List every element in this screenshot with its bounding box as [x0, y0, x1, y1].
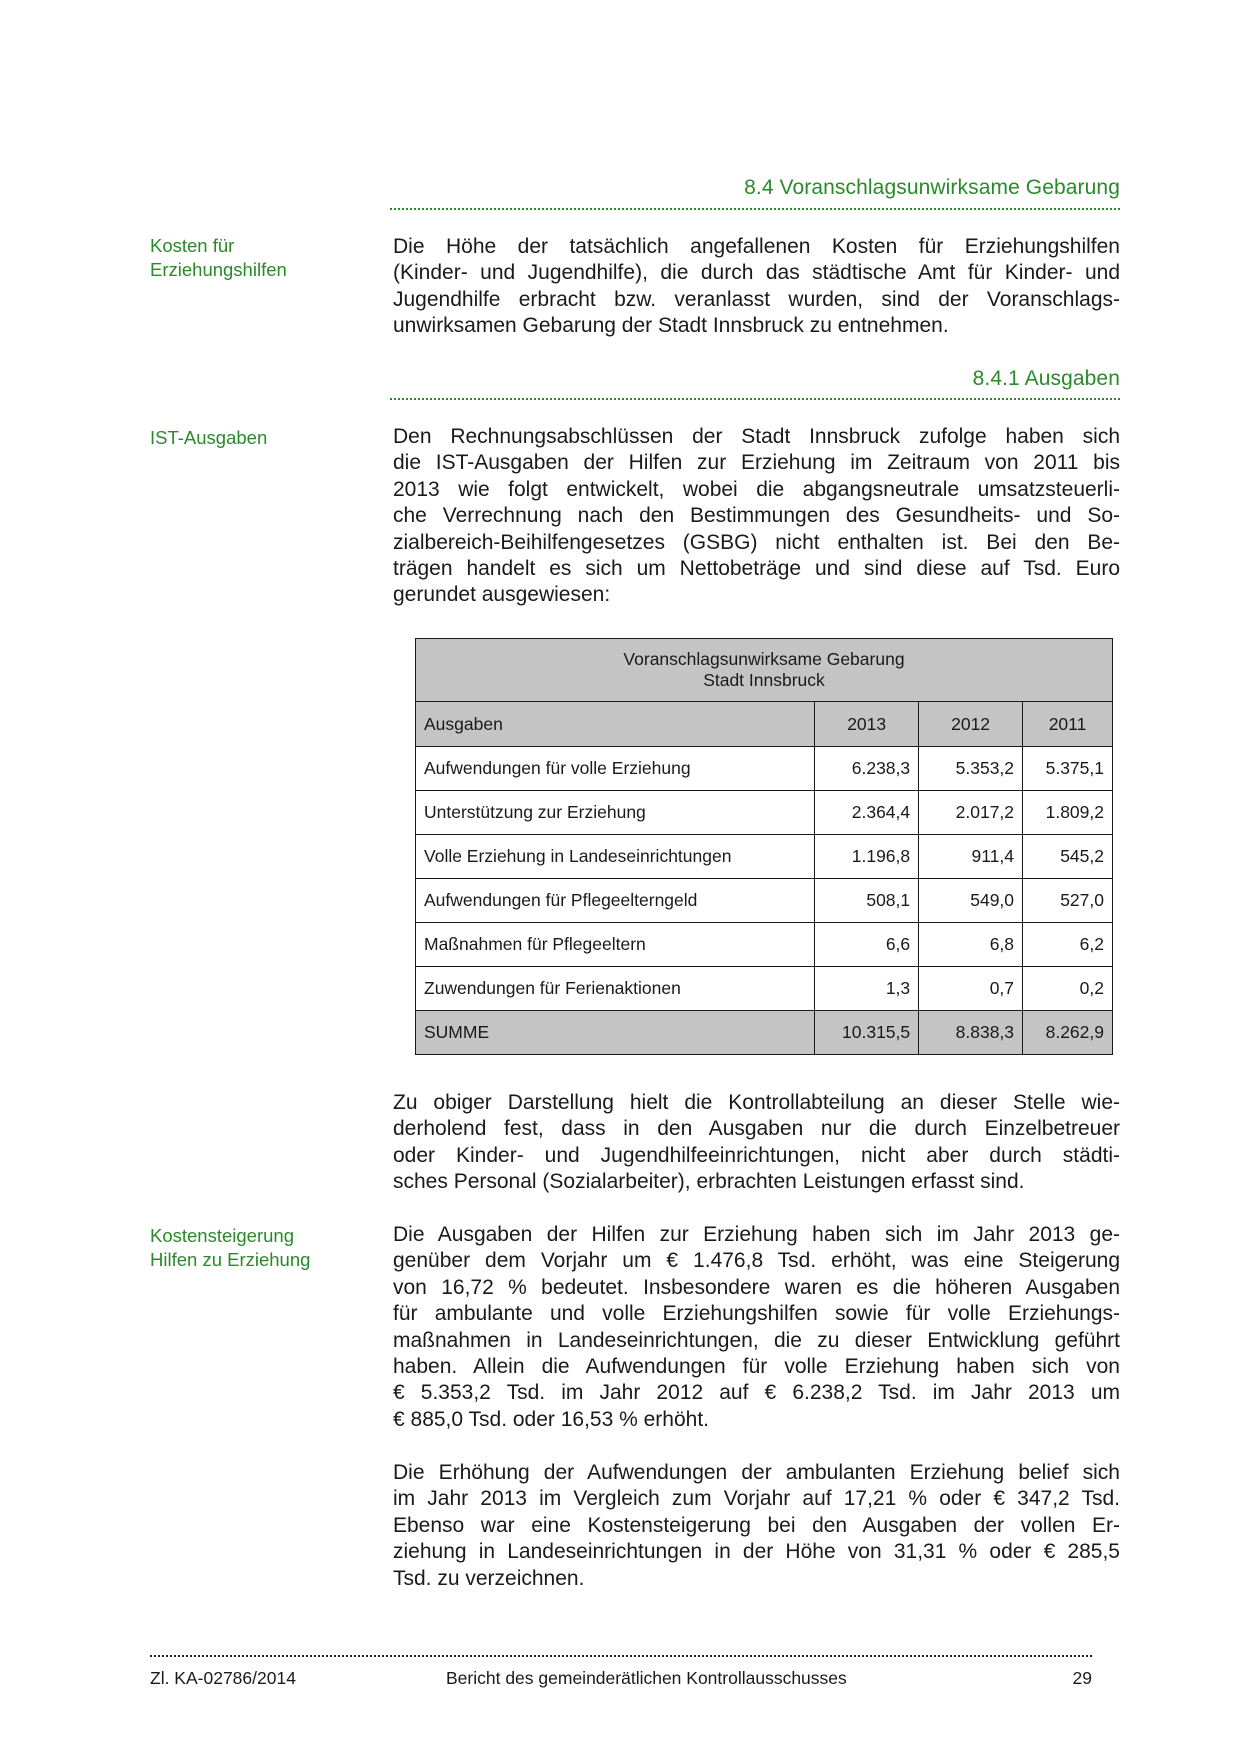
subsection-heading: 8.4.1 Ausgaben — [972, 367, 1120, 390]
footer-reference: Zl. KA-02786/2014 — [150, 1668, 296, 1688]
table-title: Voranschlagsunwirksame Gebarung Stadt Innsbruck — [416, 639, 1113, 702]
table-row: Maßnahmen für Pflegeeltern 6,6 6,8 6,2 — [416, 923, 1113, 967]
table-row: Unterstützung zur Erziehung 2.364,4 2.017,2 1.809,2 — [416, 791, 1113, 835]
paragraph-ist-ausgaben: Den Rechnungsabschlüssen der Stadt Innsbruck zufolge haben sich die IST-Ausgaben der Hilfen zur Erziehung im Zeitraum von 2011 bis 2013 wie folgt entwickelt, wobei die abgangsneutrale umsatzsteuerli- che Verrechnung nach den Bestimmungen des Gesundheits- und So- zialbereich-Beihilfengesetzes (GSBG) nicht enthalten ist. Bei den Be- trägen handelt es sich um Nettobeträge und sind diese auf Tsd. Euro gerundet ausgewiesen: — [393, 425, 1120, 607]
side-label-ist-ausgaben: IST-Ausgaben — [150, 427, 268, 448]
paragraph-ambulante-erziehung: Die Erhöhung der Aufwendungen der ambulanten Erziehung belief sich im Jahr 2013 im Vergleich zum Vorjahr auf 17,21 % oder € 347,2 Tsd. Ebenso war eine Kostensteigerung bei den Ausgaben der vollen Er- ziehung in Landeseinrichtungen in der Höhe von 31,31 % oder € 285,5 Tsd. zu verzeichnen. — [393, 1461, 1120, 1590]
column-header: 2012 — [919, 702, 1023, 747]
paragraph-kosten: Die Höhe der tatsächlich angefallenen Kosten für Erziehungshilfen (Kinder- und Jugendhilfe), die durch das städtische Amt für Kinder- und Jugendhilfe erbracht bzw. veranlasst wurden, sind der Voranschlags- unwirksamen Gebarung der Stadt Innsbruck zu entnehmen. — [393, 235, 1120, 338]
heading-divider — [390, 208, 1120, 210]
page-number: 29 — [1072, 1668, 1092, 1688]
table-header-row — [416, 702, 1113, 747]
paragraph-darstellung: Zu obiger Darstellung hielt die Kontrollabteilung an dieser Stelle wie- derholend fest, dass in den Ausgaben nur die durch Einzelbetreuer oder Kinder- und Jugendhilfeeinrichtungen, nicht aber durch städti- sches Personal (Sozialarbeiter), erbrachten Leistungen erfasst sind. — [393, 1091, 1120, 1194]
table-row: Aufwendungen für volle Erziehung 6.238,3 5.353,2 5.375,1 — [416, 747, 1113, 791]
table-sum-row: SUMME 10.315,5 8.838,3 8.262,9 — [416, 1011, 1113, 1055]
column-header: 2013 — [815, 702, 919, 747]
column-header: 2011 — [1023, 702, 1113, 747]
footer-divider — [150, 1655, 1092, 1657]
table-row: Volle Erziehung in Landeseinrichtungen 1.196,8 911,4 545,2 — [416, 835, 1113, 879]
section-heading: 8.4 Voranschlagsunwirksame Gebarung — [744, 176, 1120, 199]
expenses-table — [415, 638, 1113, 1055]
side-label-kostensteigerung: Kostensteigerung Hilfen zu Erziehung — [150, 1225, 311, 1270]
side-label-kosten: Kosten für Erziehungshilfen — [150, 235, 287, 280]
table-row: Aufwendungen für Pflegeelterngeld 508,1 549,0 527,0 — [416, 879, 1113, 923]
footer-title: Bericht des gemeinderätlichen Kontrollausschusses — [446, 1668, 847, 1688]
table-row: Zuwendungen für Ferienaktionen 1,3 0,7 0,2 — [416, 967, 1113, 1011]
subsection-divider — [390, 398, 1120, 400]
paragraph-kostensteigerung: Die Ausgaben der Hilfen zur Erziehung haben sich im Jahr 2013 ge- genüber dem Vorjahr um € 1.476,8 Tsd. erhöht, was eine Steigerung von 16,72 % bedeutet. Insbesondere waren es die höheren Ausgaben für ambulante und volle Erziehungshilfen sowie für volle Erziehungs- maßnahmen in Landeseinrichtungen, die zu dieser Entwicklung geführt haben. Allein die Aufwendungen für volle Erziehung haben sich von € 5.353,2 Tsd. im Jahr 2012 auf € 6.238,2 Tsd. im Jahr 2013 um € 885,0 Tsd. oder 16,53 % erhöht. — [393, 1223, 1120, 1431]
column-header: Ausgaben — [416, 702, 815, 747]
